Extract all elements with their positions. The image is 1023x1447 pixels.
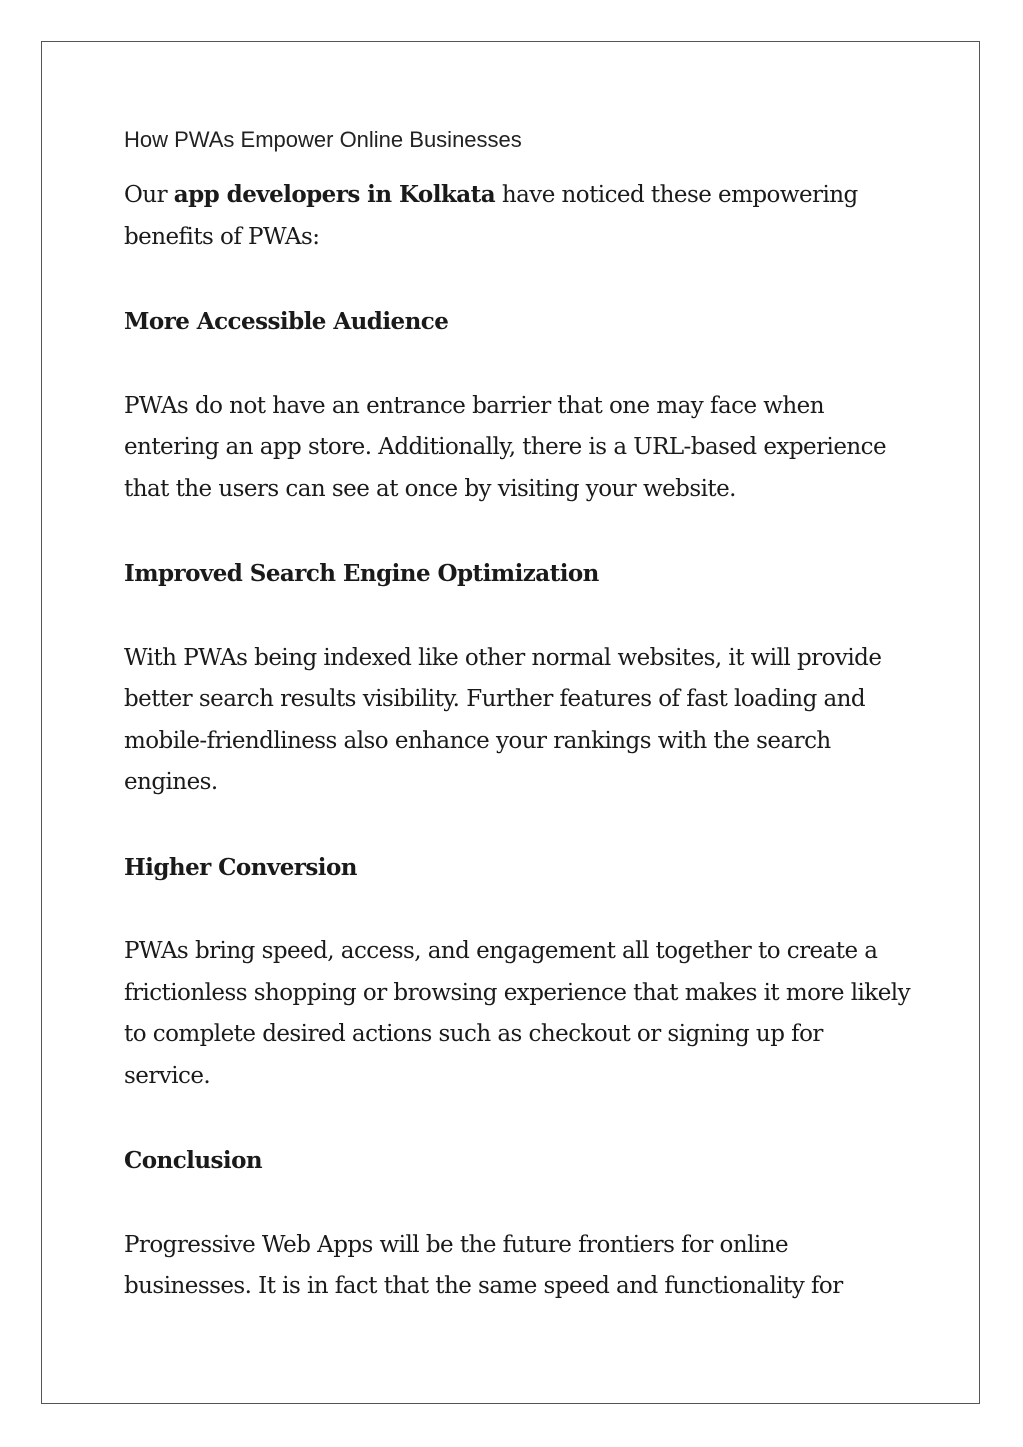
section-body-conclusion: Progressive Web Apps will be the future frontiers for online businesses. It is in fact that the same speed and functionality for <box>124 1231 843 1299</box>
document-content <box>124 126 914 1308</box>
document-page <box>41 41 980 1404</box>
section-body-seo: With PWAs being indexed like other normal websites, it will provide better search results visibility. Further features of fast loading and mobile-friendliness also enhance your rankings with the search engines. <box>124 644 882 795</box>
section-heading-conclusion: Conclusion <box>124 1147 263 1174</box>
intro-text-before: Our <box>124 182 174 208</box>
intro-keyword-link: app developers in Kolkata <box>173 181 496 208</box>
section-heading-conversion: Higher Conversion <box>124 853 357 881</box>
section-body-accessible-audience: PWAs do not have an entrance barrier that one may face when entering an app store. Additionally, there is a URL-based experience that the users can see at once by visiting your website. <box>124 392 887 502</box>
document-title: How PWAs Empower Online Businesses <box>124 127 522 152</box>
intro-paragraph <box>124 174 914 258</box>
section-body-conversion: PWAs bring speed, access, and engagement all together to create a frictionless shopping or browsing experience that makes it more likely to complete desired actions such as checkout or signing up for service. <box>124 938 911 1089</box>
section-heading-accessible-audience: More Accessible Audience <box>124 308 449 335</box>
section-heading-seo: Improved Search Engine Optimization <box>124 560 599 587</box>
intro-text-after: have noticed these empowering benefits of PWAs: <box>124 182 858 250</box>
